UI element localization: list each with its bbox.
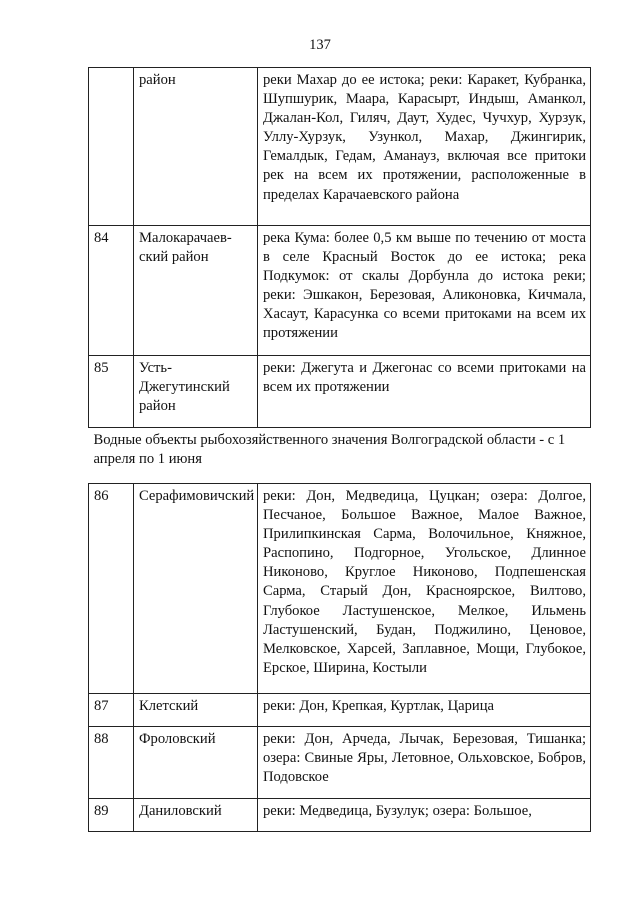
water-bodies-description: реки Махар до ее истока; реки: Каракет, Кубранка, Шупшурик, Маара, Карасырт, Индыш, Аманкол, Джалан-Кол, Гиляч, Даут, Худес, Чучхур, Хурзук, Уллу-Хурзук, Узункол, Махар, Джингирик, Гемалдык, Гедам, Аманауз, включая все притоки рек на всем их протяжении, расположенные в пределах Карачаевского района xyxy=(258,68,591,226)
district-name: Малокарачаев-ский район xyxy=(134,226,258,356)
table-row xyxy=(89,694,591,727)
water-bodies-description: реки: Дон, Арчеда, Лычак, Березовая, Тишанка; озера: Свиные Яры, Летовное, Ольховское, Бобров, Подовское xyxy=(258,727,591,799)
district-name: Серафимовичский xyxy=(134,484,258,694)
water-bodies-description: реки: Дон, Медведица, Цуцкан; озера: Долгое, Песчаное, Большое Важное, Малое Важное, Прилипкинская Сарма, Волочильное, Княжное, Распопино, Подгорное, Угольское, Длинное Никоново, Круглое Никоново, Подпешенская Сарма, Старый Дон, Красноярское, Вилтово, Глубокое Ластушенское, Мелкое, Ильмень Ластушенский, Будан, Поджилино, Ценовое, Мелковское, Харсей, Заплавное, Мощи, Глубокое, Ерское, Ширина, Костыли xyxy=(258,484,591,694)
row-number: 85 xyxy=(89,356,134,428)
row-number: 87 xyxy=(89,694,134,727)
row-number: 86 xyxy=(89,484,134,694)
row-number xyxy=(89,68,134,226)
table-row xyxy=(89,727,591,799)
fisheries-table xyxy=(88,67,591,832)
section-heading: Водные объекты рыбохозяйственного значения Волгоградской области - с 1 апреля по 1 июня xyxy=(89,428,591,484)
water-bodies-description: реки: Дон, Крепкая, Куртлак, Царица xyxy=(258,694,591,727)
table-row xyxy=(89,799,591,832)
table-row xyxy=(89,68,591,226)
page-number: 137 xyxy=(309,37,331,53)
district-name: Фроловский xyxy=(134,727,258,799)
row-number: 89 xyxy=(89,799,134,832)
district-name: Клетский xyxy=(134,694,258,727)
district-name: Усть-Джегутинский район xyxy=(134,356,258,428)
row-number: 88 xyxy=(89,727,134,799)
district-name: Даниловский xyxy=(134,799,258,832)
water-bodies-description: реки: Джегута и Джегонас со всеми притоками на всем их протяжении xyxy=(258,356,591,428)
table-row xyxy=(89,356,591,428)
water-bodies-description: реки: Медведица, Бузулук; озера: Большое, xyxy=(258,799,591,832)
district-name: район xyxy=(134,68,258,226)
row-number: 84 xyxy=(89,226,134,356)
section-heading-row xyxy=(89,428,591,484)
table-row xyxy=(89,484,591,694)
table-row xyxy=(89,226,591,356)
water-bodies-description: река Кума: более 0,5 км выше по течению от моста в селе Красный Восток до ее истока; река Подкумок: от скалы Дорбунла до истока реки; реки: Эшкакон, Березовая, Аликоновка, Кичмала, Хасаут, Карасунка со всеми притоками на всем их протяжении xyxy=(258,226,591,356)
